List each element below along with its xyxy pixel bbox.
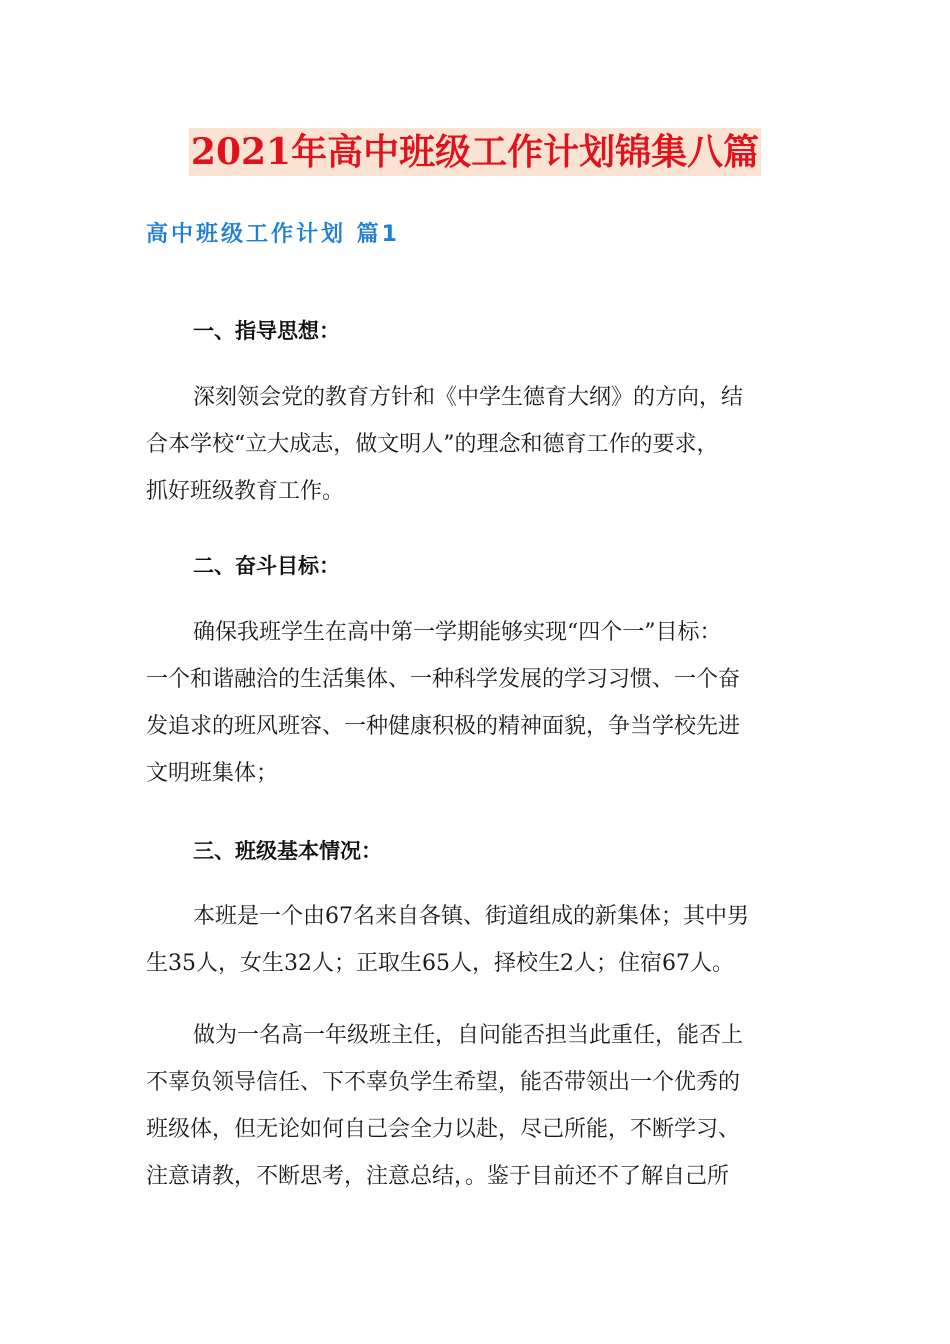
sub-heading-guiding-ideology: 一、指导思想：	[193, 319, 340, 343]
paragraph-self-reflection	[146, 1012, 806, 1200]
paragraph-line: 注意请教，不断思考，注意总结，。鉴于目前还不了解自己所	[146, 1164, 730, 1189]
section-heading: 高中班级工作计划 篇1	[146, 222, 400, 247]
sub-heading-goals: 二、奋斗目标：	[193, 554, 340, 578]
paragraph-line: 确保我班学生在高中第一学期能够实现“四个一”目标：	[193, 620, 722, 645]
paragraph-line: 深刻领会党的教育方针和《中学生德育大纲》的方向，结	[193, 385, 744, 410]
paragraph-line: 发追求的班风班容、一种健康积极的精神面貌，争当学校先进	[146, 714, 741, 739]
paragraph-class-situation	[146, 893, 806, 987]
paragraph-line: 文明班集体；	[146, 761, 279, 786]
title-container	[0, 128, 950, 176]
paragraph-line: 合本学校“立大成志，做文明人”的理念和德育工作的要求，	[146, 432, 719, 457]
paragraph-line: 一个和谐融洽的生活集体、一种科学发展的学习习惯、一个奋	[146, 667, 741, 692]
paragraph-line: 班级体，但无论如何自己会全力以赴，尽己所能，不断学习、	[146, 1117, 741, 1142]
paragraph-line: 本班是一个由67名来自各镇、街道组成的新集体；其中男	[193, 904, 749, 929]
paragraph-guiding-ideology	[146, 374, 806, 515]
paragraph-line: 不辜负领导信任、下不辜负学生希望，能否带领出一个优秀的	[146, 1070, 741, 1095]
paragraph-line: 做为一名高一年级班主任，自问能否担当此重任，能否上	[193, 1023, 744, 1048]
sub-heading-class-situation: 三、班级基本情况：	[193, 839, 382, 863]
paragraph-line: 抓好班级教育工作。	[146, 479, 345, 504]
document-title: 2021年高中班级工作计划锦集八篇	[189, 128, 761, 176]
paragraph-goals	[146, 609, 806, 797]
paragraph-line: 生35人，女生32人；正取生65人，择校生2人；住宿67人。	[146, 951, 734, 976]
